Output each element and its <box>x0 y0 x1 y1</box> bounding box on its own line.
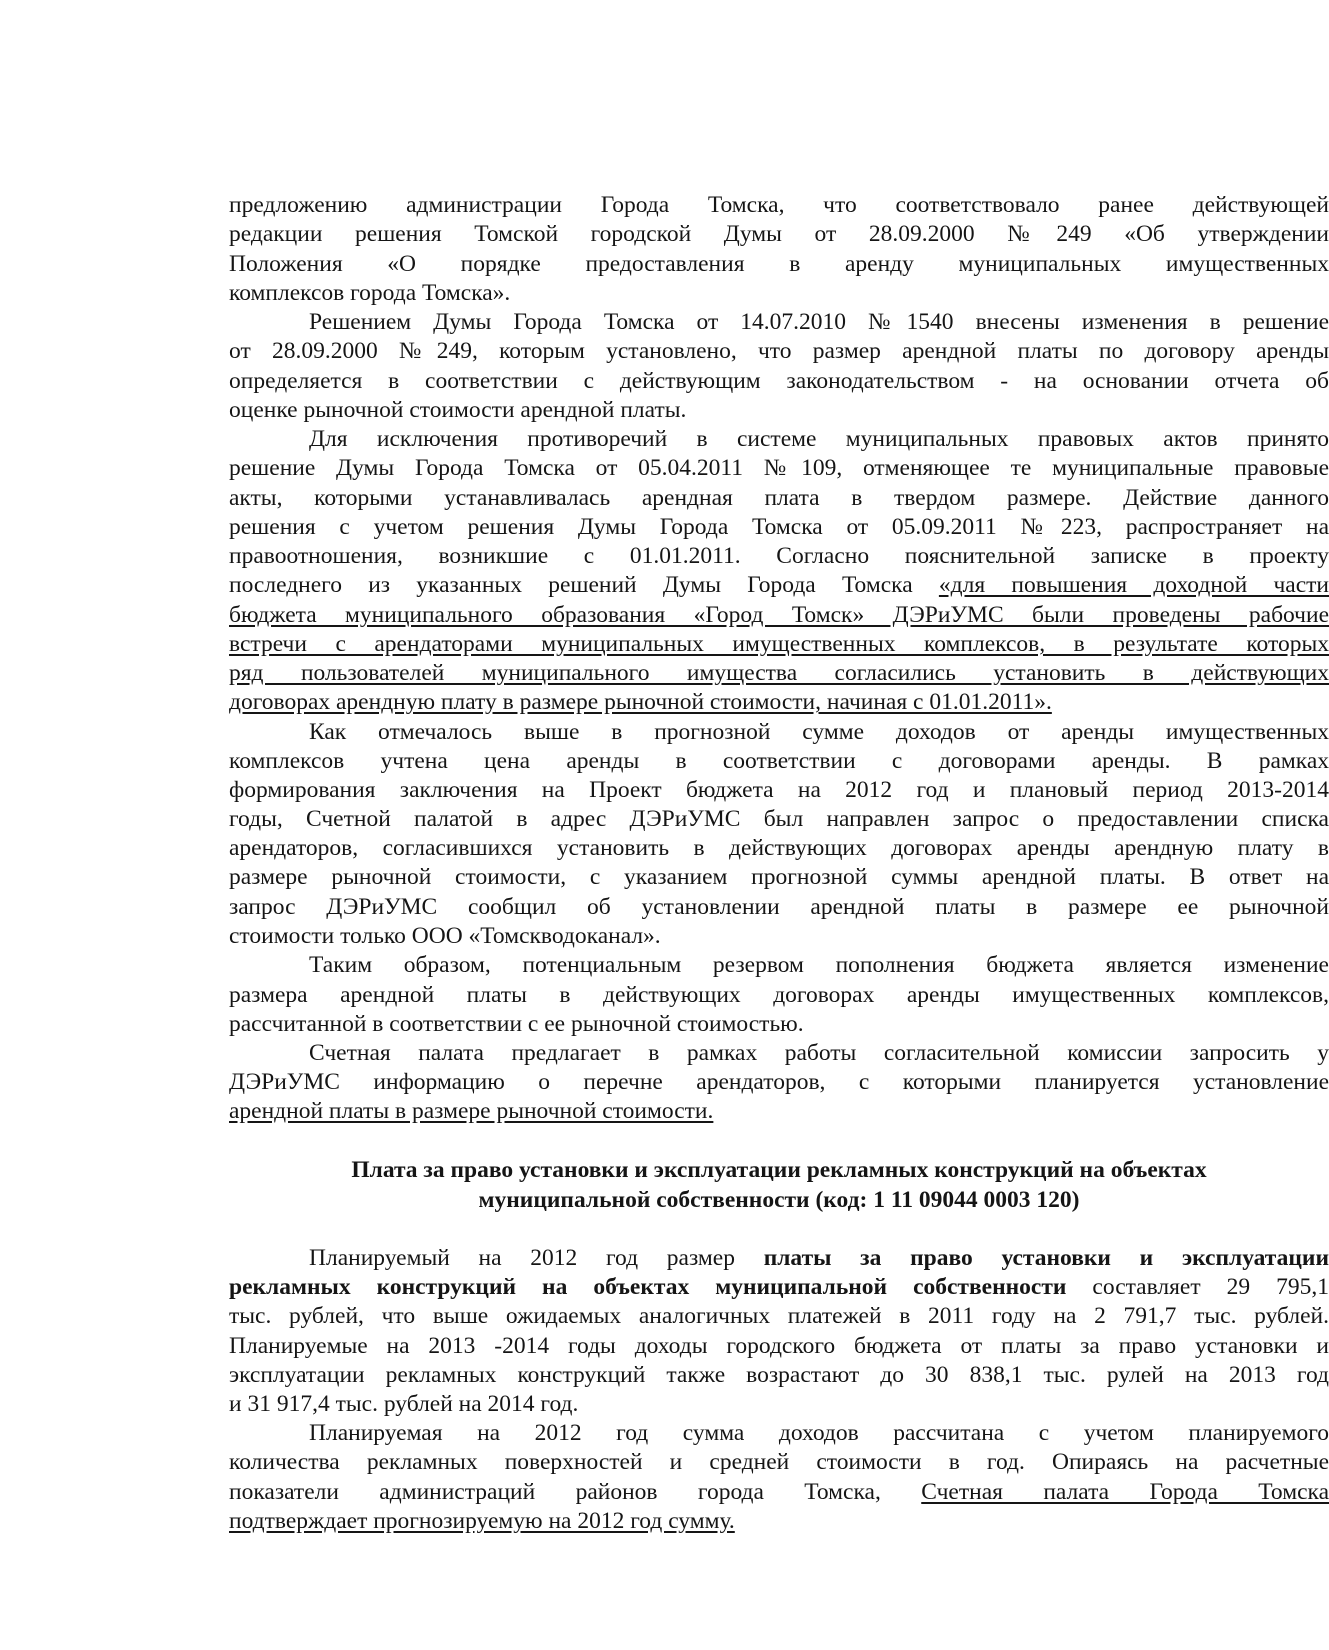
text-line: стоимости только ООО «Томскводоканал». <box>229 923 661 949</box>
text-line: размере рыночной стоимости, с указанием прогнозной суммы арендной платы. В ответ на <box>229 864 1329 890</box>
text-line <box>229 1272 1329 1303</box>
text-line: Положения «О порядке предоставления в аренду муниципальных имущественных <box>229 251 1329 277</box>
underlined-quote: «для повышения доходной части <box>938 572 1329 598</box>
underlined-line: подтверждает прогнозируемую на 2012 год сумму. <box>229 1508 735 1534</box>
text-line: решение Думы Города Томска от 05.04.2011 №109, отменяющее те муниципальные правовые <box>229 455 1329 481</box>
text-line: Как отмечалось выше в прогнозной сумме доходов от аренды имущественных <box>309 719 1329 745</box>
text-line: запрос ДЭРиУМС сообщил об установлении арендной платы в размере ее рыночной <box>229 894 1329 920</box>
text-line: количества рекламных поверхностей и средней стоимости в год. Опираясь на расчетные <box>229 1449 1329 1475</box>
text-line: комплексов города Томска». <box>229 280 511 306</box>
text-line: предложению администрации Города Томска, что соответствовало ранее действующей <box>229 192 1329 218</box>
bold-text: платы за право установки и эксплуатации <box>763 1245 1329 1271</box>
text-line <box>229 570 1329 601</box>
underlined-line: арендной платы в размере рыночной стоимости. <box>229 1098 714 1124</box>
underlined-line: договорах арендную плату в размере рыночной стоимости, начиная с 01.01.2011». <box>229 689 1052 715</box>
text-line: от 28.09.2000 №249, которым установлено, что размер арендной платы по договору аренды <box>229 338 1329 364</box>
text-plain: последнего из указанных решений Думы Города Томска <box>229 572 939 598</box>
text-line: размера арендной платы в действующих договорах аренды имущественных комплексов, <box>229 982 1329 1008</box>
text-line: арендаторов, согласившихся установить в действующих договорах аренды арендную плату в <box>229 835 1329 861</box>
text-line: Планируемая на 2012 год сумма доходов рассчитана с учетом планируемого <box>309 1420 1329 1446</box>
text-line: комплексов учтена цена аренды в соответствии с договорами аренды. В рамках <box>229 748 1329 774</box>
text-line: и 31 917,4 тыс. рублей на 2014 год. <box>229 1391 579 1417</box>
text-line: тыс. рублей, что выше ожидаемых аналогичных платежей в 2011 году на 2 791,7 тыс. рублей. <box>229 1303 1329 1329</box>
text-line: Планируемые на 2013 -2014 годы доходы городского бюджета от платы за право установки и <box>229 1333 1329 1359</box>
underlined-text: Счетная палата Города Томска <box>921 1479 1329 1505</box>
text-line: Решением Думы Города Томска от 14.07.2010 №1540 внесены изменения в решение <box>309 309 1329 335</box>
text-line: ДЭРиУМС информацию о перечне арендаторов, с которыми планируется установление <box>229 1069 1329 1095</box>
text-line <box>309 1243 1329 1274</box>
text-line: оценке рыночной стоимости арендной платы. <box>229 397 687 423</box>
bold-text: рекламных конструкций на объектах муниципальной собственности <box>229 1274 1067 1300</box>
text-plain: составляет 29 795,1 <box>1066 1274 1329 1300</box>
underlined-line: встречи с арендаторами муниципальных имущественных комплексов, в результате которых <box>229 631 1329 657</box>
text-line: годы, Счетной палатой в адрес ДЭРиУМС был направлен запрос о предоставлении списка <box>229 806 1329 832</box>
text-line: решения с учетом решения Думы Города Томска от 05.09.2011 №223, распространяет на <box>229 514 1329 540</box>
text-line: Таким образом, потенциальным резервом пополнения бюджета является изменение <box>309 952 1329 978</box>
text-plain: Планируемый на 2012 год размер <box>309 1245 764 1271</box>
underlined-line: ряд пользователей муниципального имущества согласились установить в действующих <box>229 660 1329 686</box>
text-line: акты, которыми устанавливалась арендная плата в твердом размере. Действие данного <box>229 485 1329 511</box>
text-line <box>229 1477 1329 1508</box>
text-line: редакции решения Томской городской Думы от 28.09.2000 №249 «Об утверждении <box>229 221 1329 247</box>
text-line: Для исключения противоречий в системе муниципальных правовых актов принято <box>309 426 1329 452</box>
text-line: Счетная палата предлагает в рамках работы согласительной комиссии запросить у <box>309 1040 1329 1066</box>
text-line: рассчитанной в соответствии с ее рыночной стоимостью. <box>229 1011 804 1037</box>
heading-line: муниципальной собственности (код: 1 11 09044 0003 120) <box>478 1187 1080 1213</box>
text-plain: показатели администраций районов города Томска, <box>229 1479 922 1505</box>
text-line: правоотношения, возникшие с 01.01.2011. Согласно пояснительной записке в проекту <box>229 543 1329 569</box>
underlined-line: бюджета муниципального образования «Город Томск» ДЭРиУМС были проведены рабочие <box>229 602 1329 628</box>
text-line: определяется в соответствии с действующим законодательством - на основании отчета об <box>229 368 1329 394</box>
text-line: эксплуатации рекламных конструкций также возрастают до 30 838,1 тыс. рулей на 2013 год <box>229 1362 1329 1388</box>
heading-line: Плата за право установки и эксплуатации рекламных конструкций на объектах <box>351 1157 1207 1183</box>
text-line: формирования заключения на Проект бюджета на 2012 год и плановый период 2013-2014 <box>229 777 1329 803</box>
